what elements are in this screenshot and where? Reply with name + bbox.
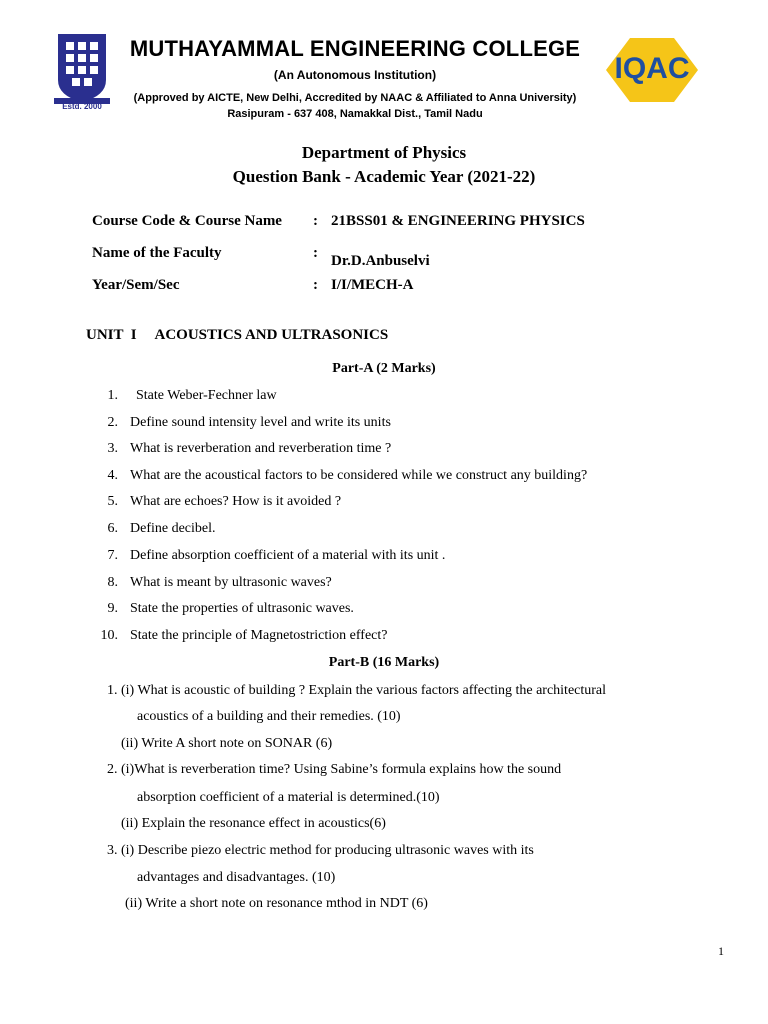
faculty-label: Name of the Faculty (92, 245, 222, 261)
department-title: Department of Physics (301, 143, 467, 162)
question-text: State Weber-Fechner law (136, 388, 277, 403)
part-b-line: acoustics of a building and their remedies. (10) (137, 709, 401, 724)
part-b-line: 1. (i) What is acoustic of building ? Explain the various factors affecting the architectural (107, 683, 607, 698)
question-text: Define decibel. (130, 521, 216, 536)
logo-caption: Estd. 2000 (62, 102, 102, 111)
unit-title: UNIT I ACOUSTICS AND ULTRASONICS (86, 327, 389, 343)
approval-line: (Approved by AICTE, New Delhi, Accredited by NAAC & Affiliated to Anna University) (133, 92, 577, 104)
part-b-line: (ii) Write A short note on SONAR (6) (121, 736, 333, 751)
part-b-line: 3. (i) Describe piezo electric method for producing ultrasonic waves with its (107, 843, 534, 858)
course-label: Course Code & Course Name (92, 213, 282, 229)
college-address: Rasipuram - 637 408, Namakkal Dist., Tamil Nadu (227, 108, 483, 120)
course-value: 21BSS01 & ENGINEERING PHYSICS (331, 213, 585, 229)
question-text: What are the acoustical factors to be considered while we construct any building? (130, 468, 588, 483)
question-number: 8. (107, 575, 118, 590)
question-bank-title: Question Bank - Academic Year (2021-22) (232, 167, 536, 186)
question-number: 10. (100, 628, 118, 643)
question-number: 3. (107, 441, 118, 456)
question-number: 5. (107, 494, 118, 509)
question-number: 7. (107, 548, 118, 563)
part-b-heading: Part-B (16 Marks) (328, 655, 440, 670)
faculty-colon: : (313, 245, 318, 261)
question-text: What is meant by ultrasonic waves? (130, 575, 332, 590)
part-b-line: absorption coefficient of a material is determined.(10) (137, 790, 440, 805)
part-b-line: (ii) Explain the resonance effect in acoustics(6) (121, 816, 386, 831)
question-text: What are echoes? How is it avoided ? (130, 494, 342, 509)
year-label: Year/Sem/Sec (92, 277, 180, 293)
question-number: 2. (107, 415, 118, 430)
question-number: 6. (107, 521, 118, 536)
question-text: Define sound intensity level and write its units (130, 415, 391, 430)
iqac-logo (594, 34, 710, 106)
question-number: 4. (107, 468, 118, 483)
faculty-value: Dr.D.Anbuselvi (331, 253, 430, 269)
question-number: 9. (107, 601, 118, 616)
question-text: State the properties of ultrasonic waves. (130, 601, 354, 616)
autonomous-status: (An Autonomous Institution) (273, 68, 437, 82)
part-a-heading: Part-A (2 Marks) (332, 361, 436, 376)
part-b-line: advantages and disadvantages. (10) (137, 870, 336, 885)
course-colon: : (313, 213, 318, 229)
question-text: Define absorption coefficient of a material with its unit . (130, 548, 446, 563)
iqac-text: IQAC (614, 52, 690, 85)
part-b-line: 2. (i)What is reverberation time? Using Sabine’s formula explains how the sound (107, 762, 562, 777)
part-b-line: (ii) Write a short note on resonance mthod in NDT (6) (125, 896, 428, 911)
year-colon: : (313, 277, 318, 293)
question-number: 1. (107, 388, 118, 403)
college-name: MUTHAYAMMAL ENGINEERING COLLEGE (129, 36, 581, 61)
college-logo (52, 30, 112, 114)
question-text: What is reverberation and reverberation time ? (130, 441, 392, 456)
question-text: State the principle of Magnetostriction effect? (130, 628, 388, 643)
page-number: 1 (718, 944, 724, 958)
year-value: I/I/MECH-A (331, 277, 414, 293)
